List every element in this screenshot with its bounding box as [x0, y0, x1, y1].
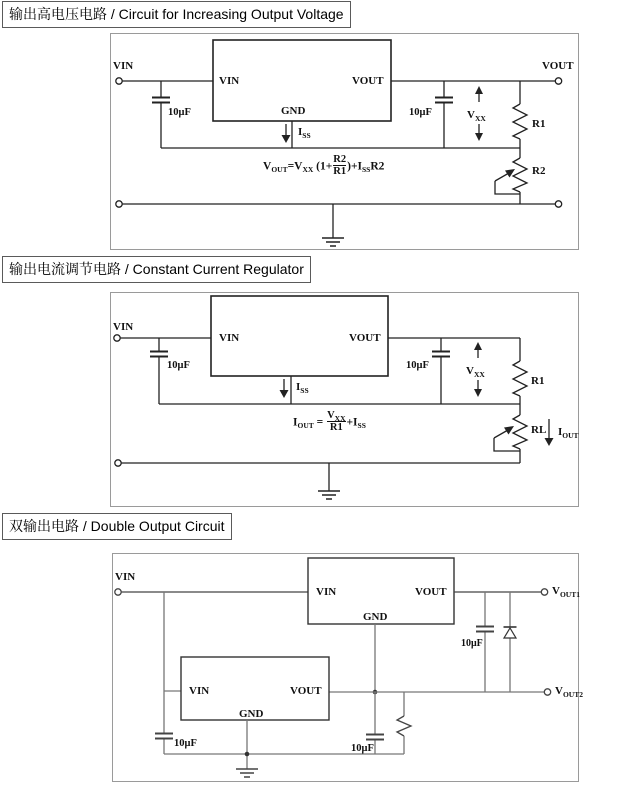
- r2-wiper-arrow: [495, 173, 509, 181]
- ground-icon: [236, 769, 258, 777]
- circuit1-diagram: [111, 34, 578, 249]
- vout2-port-label: $V_{OUT2}$: [555, 685, 583, 699]
- vout2-terminal: [544, 689, 550, 695]
- r1-label: R1: [532, 118, 546, 130]
- resistor-r1: [513, 361, 527, 396]
- iss-label: $I_{SS}$: [296, 381, 309, 395]
- iss-label: $I_{SS}$: [298, 126, 311, 140]
- out2-cap-value: 10μF: [351, 743, 374, 754]
- input-cap-value: 10μF: [168, 107, 191, 118]
- ic1-vout-pin-label: VOUT: [415, 586, 447, 598]
- vxx-label: $V_{XX}$: [466, 365, 485, 379]
- ic-vin-pin-label: VIN: [219, 75, 240, 87]
- circuit2-panel: [110, 292, 579, 507]
- input-cap-value: 10μF: [167, 360, 190, 371]
- vxx-label: $V_{XX}$: [467, 109, 486, 123]
- ic1-vin-pin-label: VIN: [316, 586, 337, 598]
- section1-title: 输出高电压电路 / Circuit for Increasing Output Voltage: [2, 1, 351, 28]
- out1-cap-value: 10μF: [461, 638, 483, 649]
- circuit1-panel: [110, 33, 579, 250]
- ic2-gnd-pin-label: GND: [239, 708, 264, 720]
- rl-wiper-arrow: [494, 430, 508, 438]
- iout-formula: $I_{OUT}$ = $\frac{V_{XX}}{R1}$ $+I_{SS}$: [293, 410, 366, 434]
- out2-capacitor: [366, 735, 384, 740]
- resistor-r2: [513, 158, 527, 192]
- section2-title: 输出电流调节电路 / Constant Current Regulator: [2, 256, 311, 283]
- vin-port-label: VIN: [113, 321, 134, 333]
- vin-port-label: VIN: [113, 60, 134, 72]
- resistor-r1: [513, 104, 527, 139]
- iout-label: $I_{OUT}$: [558, 426, 579, 440]
- out1-capacitor: [476, 627, 494, 632]
- bottom-left-terminal: [115, 460, 121, 466]
- r2-label: R2: [532, 165, 546, 177]
- input-terminal: [115, 589, 121, 595]
- ic-vin-pin-label: VIN: [219, 332, 240, 344]
- output-cap-value: 10μF: [406, 360, 429, 371]
- circuit3-panel: [112, 553, 583, 782]
- circuit2-diagram: [111, 293, 578, 506]
- output-cap-value: 10μF: [409, 107, 432, 118]
- vout1-terminal: [541, 589, 547, 595]
- input-terminal: [114, 335, 120, 341]
- junction-dot: [245, 752, 250, 757]
- ic1-gnd-pin-label: GND: [363, 611, 388, 623]
- diode-icon: [504, 628, 516, 638]
- output-capacitor: [435, 98, 453, 103]
- input-capacitor: [150, 352, 168, 357]
- bottom-left-terminal: [116, 201, 122, 207]
- r1-label: R1: [531, 375, 545, 387]
- section3-title: 双输出电路 / Double Output Circuit: [2, 513, 232, 540]
- ic-vout-pin-label: VOUT: [349, 332, 381, 344]
- input-capacitor: [155, 734, 173, 739]
- vout1-port-label: $V_{OUT1}$: [552, 585, 580, 599]
- ic-gnd-pin-label: GND: [281, 105, 306, 117]
- ground-icon: [322, 238, 344, 246]
- input-capacitor: [152, 98, 170, 103]
- input-terminal: [116, 78, 122, 84]
- output-terminal: [555, 78, 561, 84]
- ic-vout-pin-label: VOUT: [352, 75, 384, 87]
- load-resistor: [397, 716, 411, 736]
- ic2-vout-pin-label: VOUT: [290, 685, 322, 697]
- output-capacitor: [432, 352, 450, 357]
- vout-formula: $V_{OUT}=V_{XX}$ (1+ $\frac{R2}{R1}$ )$+I_{SS}R2$: [263, 154, 385, 178]
- input-cap-value: 10μF: [174, 738, 197, 749]
- vout-port-label: VOUT: [542, 60, 574, 72]
- ic2-vin-pin-label: VIN: [189, 685, 210, 697]
- circuit1-wires: [116, 40, 562, 246]
- rl-label: RL: [531, 424, 547, 436]
- resistor-rl: [513, 415, 527, 449]
- vin-port-label: VIN: [115, 571, 136, 583]
- circuit2-wires: [114, 296, 554, 499]
- ground-icon: [318, 491, 340, 499]
- bottom-right-terminal: [555, 201, 561, 207]
